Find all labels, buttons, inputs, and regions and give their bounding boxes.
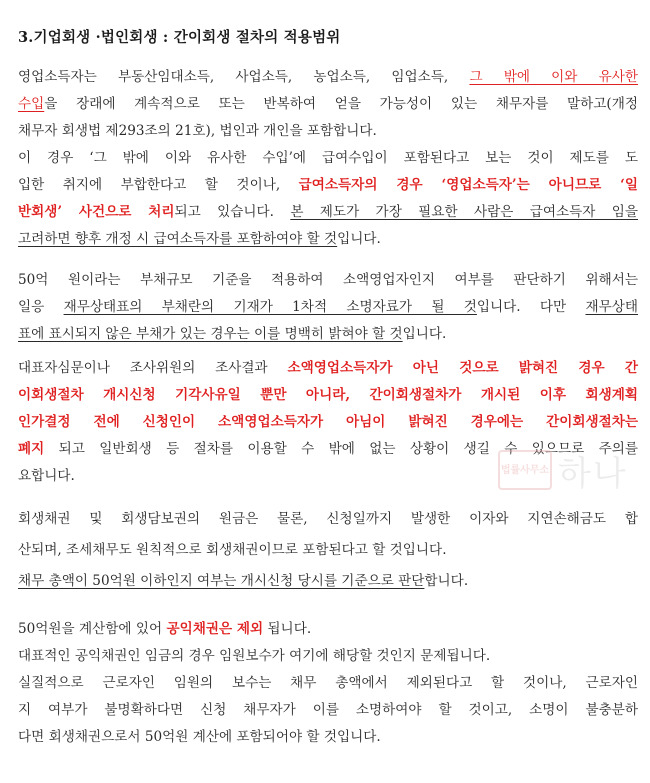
underlined-text: 재무상태: [585, 299, 638, 315]
text-span: 되고 있습니다.: [174, 204, 291, 220]
underlined-text: 고려하면 향후 개정 시 급여소득자를 포함하여야 할 것: [18, 231, 338, 247]
text-span: 입니다. 다만: [476, 299, 586, 315]
text-span: 일응: [18, 299, 64, 315]
text-span: 50억원을 계산함에 있어: [18, 621, 167, 637]
text-span: 을 장래에 계속적으로 또는 반복하여 얻을 가능성이 있는 채무자를 말하고(개정: [44, 96, 638, 112]
text-line: [18, 616, 638, 643]
underlined-text: 채무 총액이 50억원 이하인지 여부는 개시신청 당시를 기준으로 판단: [18, 573, 425, 589]
text-span: 입한 취지에 부합한다고 할 것이나,: [18, 177, 299, 193]
text-line: 산되며, 조세채무도 원칙적으로 회생채권이므로 포함된다고 할 것입니다.: [18, 542, 447, 558]
highlight-text: 반회생’ 사건으로 처리: [18, 204, 175, 220]
underlined-text: 재무상태표의 부채란의 기재가 1차적 소명자료가 될 것: [63, 299, 477, 315]
text-line: [18, 64, 638, 91]
paragraph-public-claims: [18, 616, 638, 751]
text-line: 채무자 회생법 제293조의 21호), 법인과 개인을 포함합니다.: [18, 123, 377, 139]
text-line: [18, 172, 638, 199]
text-span: 영업소득자는 부동산임대소득, 사업소득, 농업소득, 임업소득,: [18, 69, 470, 85]
text-span: 되고 일반회생 등 절차를 이용할 수 밖에 없는 상황이 생길 수 있으므로 주의를: [44, 441, 638, 457]
paragraph-debt-standard: [18, 267, 638, 348]
text-line: [18, 91, 638, 118]
text-span: 합니다.: [424, 573, 469, 589]
highlight-text: 그 밖에 이와 유사한: [469, 69, 639, 85]
section-heading: 3.기업회생 ·법인회생 : 간이회생 절차의 적용범위: [18, 29, 341, 46]
text-span: 대표자심문이나 조사위원의 조사결과: [18, 360, 288, 376]
seal-stamp: 법률사무소: [498, 450, 552, 490]
text-line: 요합니다.: [18, 468, 75, 484]
text-line: [18, 321, 638, 348]
highlight-line: 이회생절차 개시신청 기각사유일 뿐만 아니라, 간이회생절차가 개시된 이후 회생계획: [18, 387, 638, 403]
watermark-logo: [498, 444, 638, 494]
paragraph-scope: [18, 64, 638, 253]
text-line: 지 여부가 불명확하다면 신청 채무자가 이를 소명하여야 할 것이고, 소명이 불충분하: [18, 702, 638, 718]
highlight-text: 수입: [18, 96, 45, 112]
text-line: 이 경우 ‘그 밖에 이와 유사한 수입’에 급여수입이 포함된다고 보는 것이 제도를 도: [18, 150, 638, 166]
paragraph-principal: [18, 506, 638, 595]
text-line: [18, 294, 638, 321]
text-span: 됩니다.: [263, 621, 312, 637]
text-line: [18, 568, 638, 595]
highlight-text: 소액영업소득자가 아닌 것으로 밝혀진 경우 간: [287, 360, 638, 376]
text-line: 실질적으로 근로자인 임원의 보수는 채무 총액에서 제외된다고 할 것이나, 근로자인: [18, 675, 638, 691]
underlined-text: 본 제도가 가장 필요한 사람은 급여소득자 임을: [290, 204, 638, 220]
highlight-text: 급여소득자의 경우 ‘영업소득자’는 아니므로 ‘일: [298, 177, 638, 193]
text-span: 입니다.: [337, 231, 381, 247]
watermark-text: 하나: [558, 454, 628, 494]
text-line: [18, 355, 638, 382]
text-line: [18, 226, 638, 253]
text-span: 입니다.: [402, 326, 447, 342]
text-line: 대표적인 공익채권인 임금의 경우 임원보수가 여기에 해당할 것인지 문제됩니다.: [18, 648, 491, 664]
underlined-text: 표에 표시되지 않은 부채가 있는 경우는 이를 명백히 밝혀야 할 것: [18, 326, 403, 342]
highlight-text: 폐지: [18, 441, 45, 457]
highlight-line: 인가결정 전에 신청인이 소액영업소득자가 아님이 밝혀진 경우에는 간이회생절차는: [18, 414, 638, 430]
text-line: 다면 회생채권으로서 50억원 계산에 포함되어야 할 것입니다.: [18, 729, 381, 745]
text-line: 50억 원이라는 부채규모 기준을 적용하여 소액영업자인지 여부를 판단하기 위해서는: [18, 272, 638, 288]
highlight-text: 공익채권은 제외: [166, 621, 264, 637]
text-line: 회생채권 및 회생담보권의 원금은 물론, 신청일까지 발생한 이자와 지연손해금도 합: [18, 511, 638, 527]
text-line: [18, 199, 638, 226]
